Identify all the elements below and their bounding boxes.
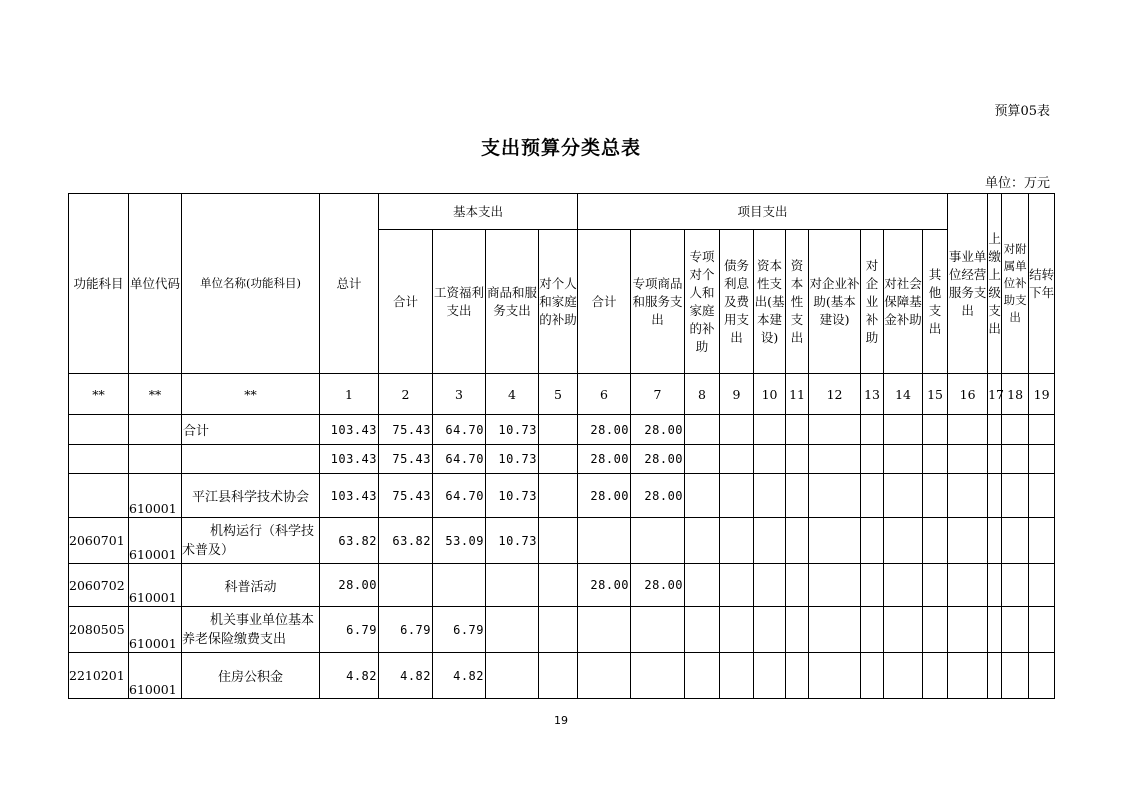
value-cell: 28.00 — [631, 474, 685, 518]
value-cell — [948, 653, 988, 699]
value-cell — [685, 445, 720, 474]
header-subsidiary: 对附属单位补助支出 — [1002, 194, 1029, 374]
header-capital: 资本性支出 — [786, 230, 809, 374]
unit-code-cell: 610001 — [129, 518, 182, 564]
value-cell — [809, 607, 861, 653]
table-row — [69, 607, 1055, 653]
unit-code-cell — [129, 415, 182, 445]
value-cell: 28.00 — [631, 415, 685, 445]
value-cell: 28.00 — [631, 564, 685, 607]
unit-name-cell — [182, 445, 320, 474]
value-cell — [861, 564, 884, 607]
value-cell — [433, 564, 486, 607]
value-cell — [578, 518, 631, 564]
value-cell — [923, 607, 948, 653]
value-cell — [685, 653, 720, 699]
value-cell — [631, 518, 685, 564]
value-cell — [720, 518, 754, 564]
value-cell — [786, 564, 809, 607]
unit-code-cell: 610001 — [129, 653, 182, 699]
value-cell — [754, 607, 786, 653]
value-cell: 28.00 — [578, 415, 631, 445]
header-project: 项目支出 — [578, 194, 948, 230]
value-cell: 6.79 — [379, 607, 433, 653]
value-cell — [861, 415, 884, 445]
value-cell: 6.79 — [320, 607, 379, 653]
index-cell: 5 — [539, 374, 578, 415]
unit-name-cell: 合计 — [182, 415, 320, 445]
value-cell — [884, 653, 923, 699]
value-cell — [720, 607, 754, 653]
value-cell — [923, 445, 948, 474]
value-cell — [786, 415, 809, 445]
value-cell — [754, 564, 786, 607]
header-debt-interest: 债务利息及费用支出 — [720, 230, 754, 374]
value-cell — [539, 564, 578, 607]
value-cell — [578, 607, 631, 653]
index-cell: 17 — [988, 374, 1002, 415]
header-project-total: 合计 — [578, 230, 631, 374]
value-cell — [884, 474, 923, 518]
value-cell: 64.70 — [433, 474, 486, 518]
value-cell — [685, 518, 720, 564]
value-cell — [1029, 564, 1055, 607]
value-cell — [988, 653, 1002, 699]
index-row — [69, 374, 1055, 415]
index-cell: 10 — [754, 374, 786, 415]
value-cell: 28.00 — [631, 445, 685, 474]
value-cell — [539, 474, 578, 518]
value-cell — [923, 415, 948, 445]
value-cell: 64.70 — [433, 415, 486, 445]
value-cell — [685, 564, 720, 607]
index-cell: 18 — [1002, 374, 1029, 415]
value-cell: 10.73 — [486, 518, 539, 564]
header-func-subject: 功能科目 — [69, 194, 129, 374]
value-cell — [923, 474, 948, 518]
index-cell: 7 — [631, 374, 685, 415]
index-cell: 16 — [948, 374, 988, 415]
header-carryover: 结转下年 — [1029, 194, 1055, 374]
header-enterprise-construction: 对企业补助(基本建设) — [809, 230, 861, 374]
value-cell — [861, 445, 884, 474]
value-cell: 103.43 — [320, 474, 379, 518]
value-cell — [1029, 653, 1055, 699]
value-cell: 10.73 — [486, 445, 539, 474]
value-cell — [720, 445, 754, 474]
value-cell — [539, 415, 578, 445]
header-unit-code: 单位代码 — [129, 194, 182, 374]
value-cell — [631, 653, 685, 699]
index-cell: 1 — [320, 374, 379, 415]
value-cell — [809, 518, 861, 564]
value-cell — [1002, 564, 1029, 607]
value-cell: 103.43 — [320, 445, 379, 474]
unit-code-cell: 610001 — [129, 564, 182, 607]
value-cell — [720, 564, 754, 607]
value-cell: 4.82 — [320, 653, 379, 699]
page-number: 19 — [554, 714, 568, 727]
form-number: 预算05表 — [994, 104, 1050, 119]
header-basic-total: 合计 — [379, 230, 433, 374]
value-cell — [539, 653, 578, 699]
header-unit-name: 单位名称(功能科目) — [182, 194, 320, 374]
index-cell: 4 — [486, 374, 539, 415]
value-cell: 63.82 — [320, 518, 379, 564]
index-cell: 15 — [923, 374, 948, 415]
value-cell — [786, 474, 809, 518]
value-cell — [988, 518, 1002, 564]
header-operating: 事业单位经营服务支出 — [948, 194, 988, 374]
table-row — [69, 445, 1055, 474]
value-cell — [861, 518, 884, 564]
value-cell: 28.00 — [578, 564, 631, 607]
header-remit: 上缴上级支出 — [988, 194, 1002, 374]
unit-name-cell: 机构运行（科学技术普及） — [182, 518, 320, 564]
value-cell: 6.79 — [433, 607, 486, 653]
value-cell — [539, 445, 578, 474]
value-cell — [754, 653, 786, 699]
value-cell — [861, 607, 884, 653]
unit-code-cell — [129, 445, 182, 474]
func-subject-cell: 2060701 — [69, 518, 129, 564]
index-cell: ** — [129, 374, 182, 415]
value-cell: 64.70 — [433, 445, 486, 474]
value-cell — [948, 415, 988, 445]
value-cell — [923, 564, 948, 607]
unit-name-cell: 平江县科学技术协会 — [182, 474, 320, 518]
value-cell: 63.82 — [379, 518, 433, 564]
value-cell: 4.82 — [379, 653, 433, 699]
value-cell — [578, 653, 631, 699]
value-cell — [809, 474, 861, 518]
header-enterprise: 对企业补助 — [861, 230, 884, 374]
value-cell — [1029, 415, 1055, 445]
unit-code-cell: 610001 — [129, 607, 182, 653]
unit-name-cell: 科普活动 — [182, 564, 320, 607]
index-cell: 19 — [1029, 374, 1055, 415]
header-other: 其他支出 — [923, 230, 948, 374]
table-row — [69, 415, 1055, 445]
func-subject-cell: 2210201 — [69, 653, 129, 699]
table-row — [69, 564, 1055, 607]
value-cell — [1002, 518, 1029, 564]
table-row — [69, 518, 1055, 564]
value-cell: 28.00 — [320, 564, 379, 607]
table-row — [69, 474, 1055, 518]
value-cell — [486, 564, 539, 607]
index-cell: 6 — [578, 374, 631, 415]
value-cell — [809, 415, 861, 445]
value-cell — [685, 415, 720, 445]
unit-name-cell: 住房公积金 — [182, 653, 320, 699]
value-cell — [1029, 518, 1055, 564]
unit-name-cell: 机关事业单位基本养老保险缴费支出 — [182, 607, 320, 653]
value-cell — [809, 564, 861, 607]
value-cell — [685, 607, 720, 653]
value-cell — [754, 445, 786, 474]
value-cell: 53.09 — [433, 518, 486, 564]
value-cell — [720, 415, 754, 445]
value-cell — [988, 445, 1002, 474]
value-cell: 75.43 — [379, 445, 433, 474]
index-cell: 14 — [884, 374, 923, 415]
value-cell — [1029, 474, 1055, 518]
value-cell — [884, 564, 923, 607]
func-subject-cell: 2080505 — [69, 607, 129, 653]
header-special-personal: 专项对个人和家庭的补助 — [685, 230, 720, 374]
value-cell — [720, 474, 754, 518]
value-cell — [486, 653, 539, 699]
value-cell — [1002, 415, 1029, 445]
value-cell — [809, 445, 861, 474]
value-cell — [685, 474, 720, 518]
value-cell — [1002, 653, 1029, 699]
value-cell — [988, 564, 1002, 607]
value-cell — [809, 653, 861, 699]
value-cell — [884, 415, 923, 445]
func-subject-cell — [69, 474, 129, 518]
value-cell — [988, 607, 1002, 653]
header-salary: 工资福利支出 — [433, 230, 486, 374]
value-cell — [539, 607, 578, 653]
value-cell — [486, 607, 539, 653]
value-cell — [379, 564, 433, 607]
header-social-security: 对社会保障基金补助 — [884, 230, 923, 374]
index-cell: ** — [182, 374, 320, 415]
value-cell: 75.43 — [379, 474, 433, 518]
value-cell — [861, 474, 884, 518]
value-cell — [754, 415, 786, 445]
page-title: 支出预算分类总表 — [480, 137, 641, 159]
unit-label: 单位：万元 — [984, 176, 1050, 191]
value-cell — [948, 474, 988, 518]
header-basic: 基本支出 — [379, 194, 578, 230]
value-cell: 10.73 — [486, 415, 539, 445]
func-subject-cell: 2060702 — [69, 564, 129, 607]
value-cell — [720, 653, 754, 699]
header-capital-construction: 资本性支出(基本建设) — [754, 230, 786, 374]
value-cell — [861, 653, 884, 699]
header-goods-services: 商品和服务支出 — [486, 230, 539, 374]
value-cell — [539, 518, 578, 564]
value-cell — [786, 653, 809, 699]
value-cell — [948, 518, 988, 564]
value-cell — [754, 518, 786, 564]
func-subject-cell — [69, 445, 129, 474]
value-cell — [1002, 474, 1029, 518]
value-cell: 28.00 — [578, 445, 631, 474]
value-cell — [786, 607, 809, 653]
index-cell: 12 — [809, 374, 861, 415]
value-cell — [754, 474, 786, 518]
value-cell — [948, 445, 988, 474]
index-cell: ** — [69, 374, 129, 415]
header-total: 总计 — [320, 194, 379, 374]
value-cell — [1029, 445, 1055, 474]
value-cell — [923, 518, 948, 564]
value-cell — [884, 445, 923, 474]
value-cell — [884, 518, 923, 564]
index-cell: 3 — [433, 374, 486, 415]
value-cell: 103.43 — [320, 415, 379, 445]
value-cell — [786, 518, 809, 564]
table-row — [69, 653, 1055, 699]
value-cell: 28.00 — [578, 474, 631, 518]
value-cell — [631, 607, 685, 653]
value-cell — [948, 607, 988, 653]
value-cell — [988, 474, 1002, 518]
value-cell — [1002, 607, 1029, 653]
value-cell — [884, 607, 923, 653]
budget-table — [68, 193, 1055, 699]
value-cell — [988, 415, 1002, 445]
index-cell: 13 — [861, 374, 884, 415]
value-cell — [948, 564, 988, 607]
func-subject-cell — [69, 415, 129, 445]
unit-code-cell: 610001 — [129, 474, 182, 518]
index-cell: 11 — [786, 374, 809, 415]
header-special-goods: 专项商品和服务支出 — [631, 230, 685, 374]
index-cell: 9 — [720, 374, 754, 415]
value-cell — [1029, 607, 1055, 653]
value-cell — [923, 653, 948, 699]
value-cell — [1002, 445, 1029, 474]
value-cell: 75.43 — [379, 415, 433, 445]
value-cell: 4.82 — [433, 653, 486, 699]
value-cell — [786, 445, 809, 474]
index-cell: 2 — [379, 374, 433, 415]
index-cell: 8 — [685, 374, 720, 415]
value-cell: 10.73 — [486, 474, 539, 518]
header-personal-subsidy: 对个人和家庭的补助 — [539, 230, 578, 374]
